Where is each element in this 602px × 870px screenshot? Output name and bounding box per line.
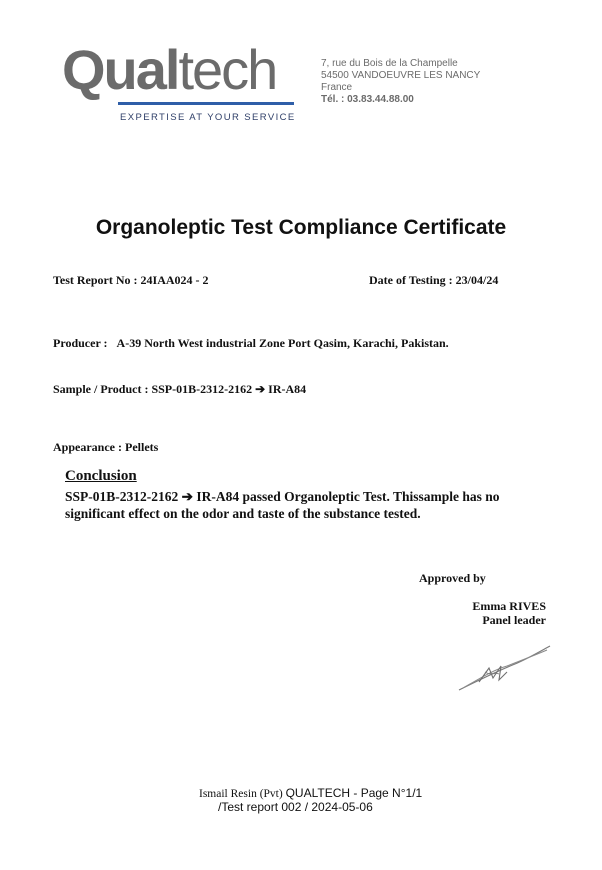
logo-wordmark (62, 40, 276, 100)
footer-company: Ismail Resin (Pvt) (199, 788, 286, 800)
appearance-field (53, 440, 158, 455)
sample-label: Sample / Product : (53, 382, 152, 396)
date-value: 23/04/24 (455, 273, 499, 287)
approver-name: Emma RIVES (472, 599, 546, 613)
appearance-value: Pellets (125, 440, 159, 454)
logo-text-bold: Qual (62, 38, 179, 101)
logo-tagline: EXPERTISE AT YOUR SERVICE (120, 112, 296, 123)
producer-value: A-39 North West industrial Zone Port Qasim, Karachi, Pakistan. (116, 336, 449, 350)
date-of-testing (369, 273, 498, 288)
page-title: Organoleptic Test Compliance Certificate (95, 216, 507, 239)
qualtech-logo (62, 40, 294, 130)
test-report-number (53, 273, 209, 288)
signature-icon (455, 642, 555, 694)
approver-role: Panel leader (482, 613, 546, 627)
address-line-2: 54500 VANDOEUVRE LES NANCY (321, 70, 481, 81)
conclusion-heading: Conclusion (65, 468, 137, 484)
address-line-3: France (321, 82, 353, 93)
footer-report-reference: /Test report 002 / 2024-05-06 (218, 800, 373, 814)
date-label: Date of Testing : (369, 273, 456, 287)
conclusion-text: SSP-01B-2312-2162 ➔ IR-A84 passed Organoleptic Test. Thissample has no significant effect on the odor and taste of the substance tested. (65, 489, 500, 521)
producer-label: Producer : (53, 336, 111, 350)
sample-value: SSP-01B-2312-2162 ➔ IR-A84 (151, 382, 307, 396)
appearance-label: Appearance : (53, 440, 125, 454)
test-report-value: 24IAA024 - 2 (140, 273, 209, 287)
address-phone: Tél. : 03.83.44.88.00 (321, 94, 414, 105)
footer-page-number: QUALTECH - Page N°1/1 (285, 786, 423, 800)
footer-page-info (199, 786, 422, 801)
logo-underline (118, 102, 294, 105)
sample-product-field (53, 382, 306, 397)
test-report-label: Test Report No : (53, 273, 141, 287)
logo-text-light: tech (178, 38, 277, 101)
company-address (321, 58, 480, 106)
approved-by-label: Approved by (419, 571, 486, 585)
producer-field (53, 336, 449, 351)
address-line-1: 7, rue du Bois de la Champelle (321, 58, 458, 69)
